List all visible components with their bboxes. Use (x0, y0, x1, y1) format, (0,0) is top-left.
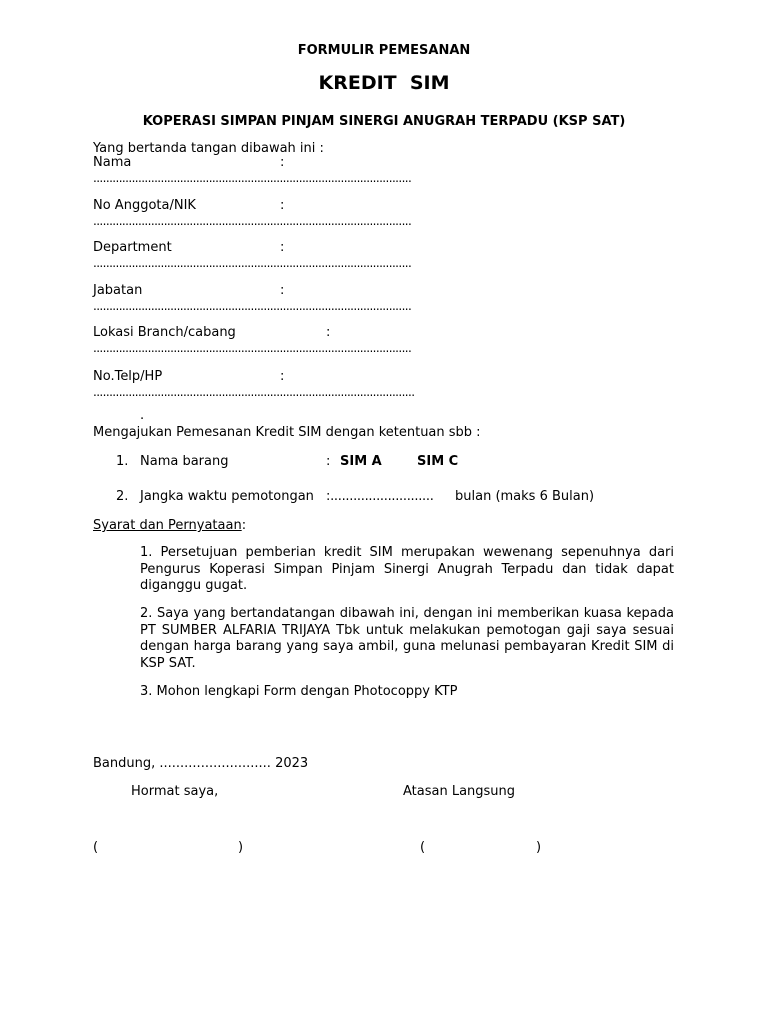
signature-right-open-paren: ( (420, 840, 426, 855)
field-colon: : (280, 198, 285, 213)
stray-dot: . (140, 408, 145, 423)
terms-heading: Syarat dan Pernyataan (93, 518, 242, 533)
page-title: KREDIT SIM (318, 72, 450, 94)
field-label-department: Department (93, 240, 172, 255)
terms-point-1: 1. Persetujuan pemberian kredit SIM merupakan wewenang sepenuhnya dari Pengurus Koperasi Simpan Pinjam Sinergi Anugrah Terpadu dan tidak dapat diganggu gugat. (140, 545, 674, 593)
field-label-jabatan: Jabatan (93, 283, 143, 298)
item-colon: : (326, 454, 331, 469)
field-input-telp[interactable]: .................................................................................................... (93, 385, 415, 399)
field-label-no-anggota: No Anggota/NIK (93, 198, 196, 213)
duration-suffix: bulan (maks 6 Bulan) (455, 489, 595, 504)
field-colon: : (280, 240, 285, 255)
terms-heading-row (93, 518, 246, 534)
item-number: 1. (116, 454, 129, 469)
option-sim-a[interactable]: SIM A (340, 454, 382, 469)
field-input-lokasi[interactable]: ................................................................................................... (93, 341, 412, 355)
intro-text: Yang bertanda tangan dibawah ini : (93, 141, 324, 156)
item-label-nama-barang: Nama barang (140, 454, 229, 469)
organization-name: KOPERASI SIMPAN PINJAM SINERGI ANUGRAH TERPADU (KSP SAT) (142, 114, 626, 129)
field-label-telp: No.Telp/HP (93, 369, 163, 384)
place-date: Bandung, ........................... 2023 (93, 756, 309, 771)
field-colon: : (280, 369, 285, 384)
field-input-no-anggota[interactable]: ................................................................................................... (93, 214, 412, 228)
item-label-jangka-waktu: Jangka waktu pemotongan (140, 489, 314, 504)
duration-input[interactable]: :........................... (326, 489, 434, 504)
field-colon: : (280, 155, 285, 170)
field-colon: : (326, 325, 331, 340)
signature-left-label: Hormat saya, (131, 784, 219, 799)
signature-right-close-paren: ) (536, 840, 542, 855)
signature-left-close-paren: ) (238, 840, 244, 855)
signature-right-label: Atasan Langsung (403, 784, 516, 799)
terms-heading-colon: : (241, 518, 247, 533)
item-number: 2. (116, 489, 129, 504)
terms-point-3: 3. Mohon lengkapi Form dengan Photocoppy KTP (140, 684, 458, 699)
field-input-nama[interactable]: ................................................................................................... (93, 171, 412, 185)
form-label: FORMULIR PEMESANAN (297, 43, 471, 58)
option-sim-c[interactable]: SIM C (417, 454, 459, 469)
field-colon: : (280, 283, 285, 298)
field-label-nama: Nama (93, 155, 132, 170)
field-label-lokasi: Lokasi Branch/cabang (93, 325, 236, 340)
field-input-jabatan[interactable]: ................................................................................................... (93, 299, 412, 313)
field-input-department[interactable]: ................................................................................................... (93, 256, 412, 270)
terms-point-2: 2. Saya yang bertandatangan dibawah ini, dengan ini memberikan kuasa kepada PT SUMBER ALFARIA TRIJAYA Tbk untuk melakukan pemotogan gaji saya sesuai dengan harga barang yang saya ambil, guna melunasi pembayaran Kredit SIM di KSP SAT. (140, 606, 674, 671)
signature-left-open-paren: ( (93, 840, 99, 855)
request-text: Mengajukan Pemesanan Kredit SIM dengan ketentuan sbb : (93, 425, 481, 440)
